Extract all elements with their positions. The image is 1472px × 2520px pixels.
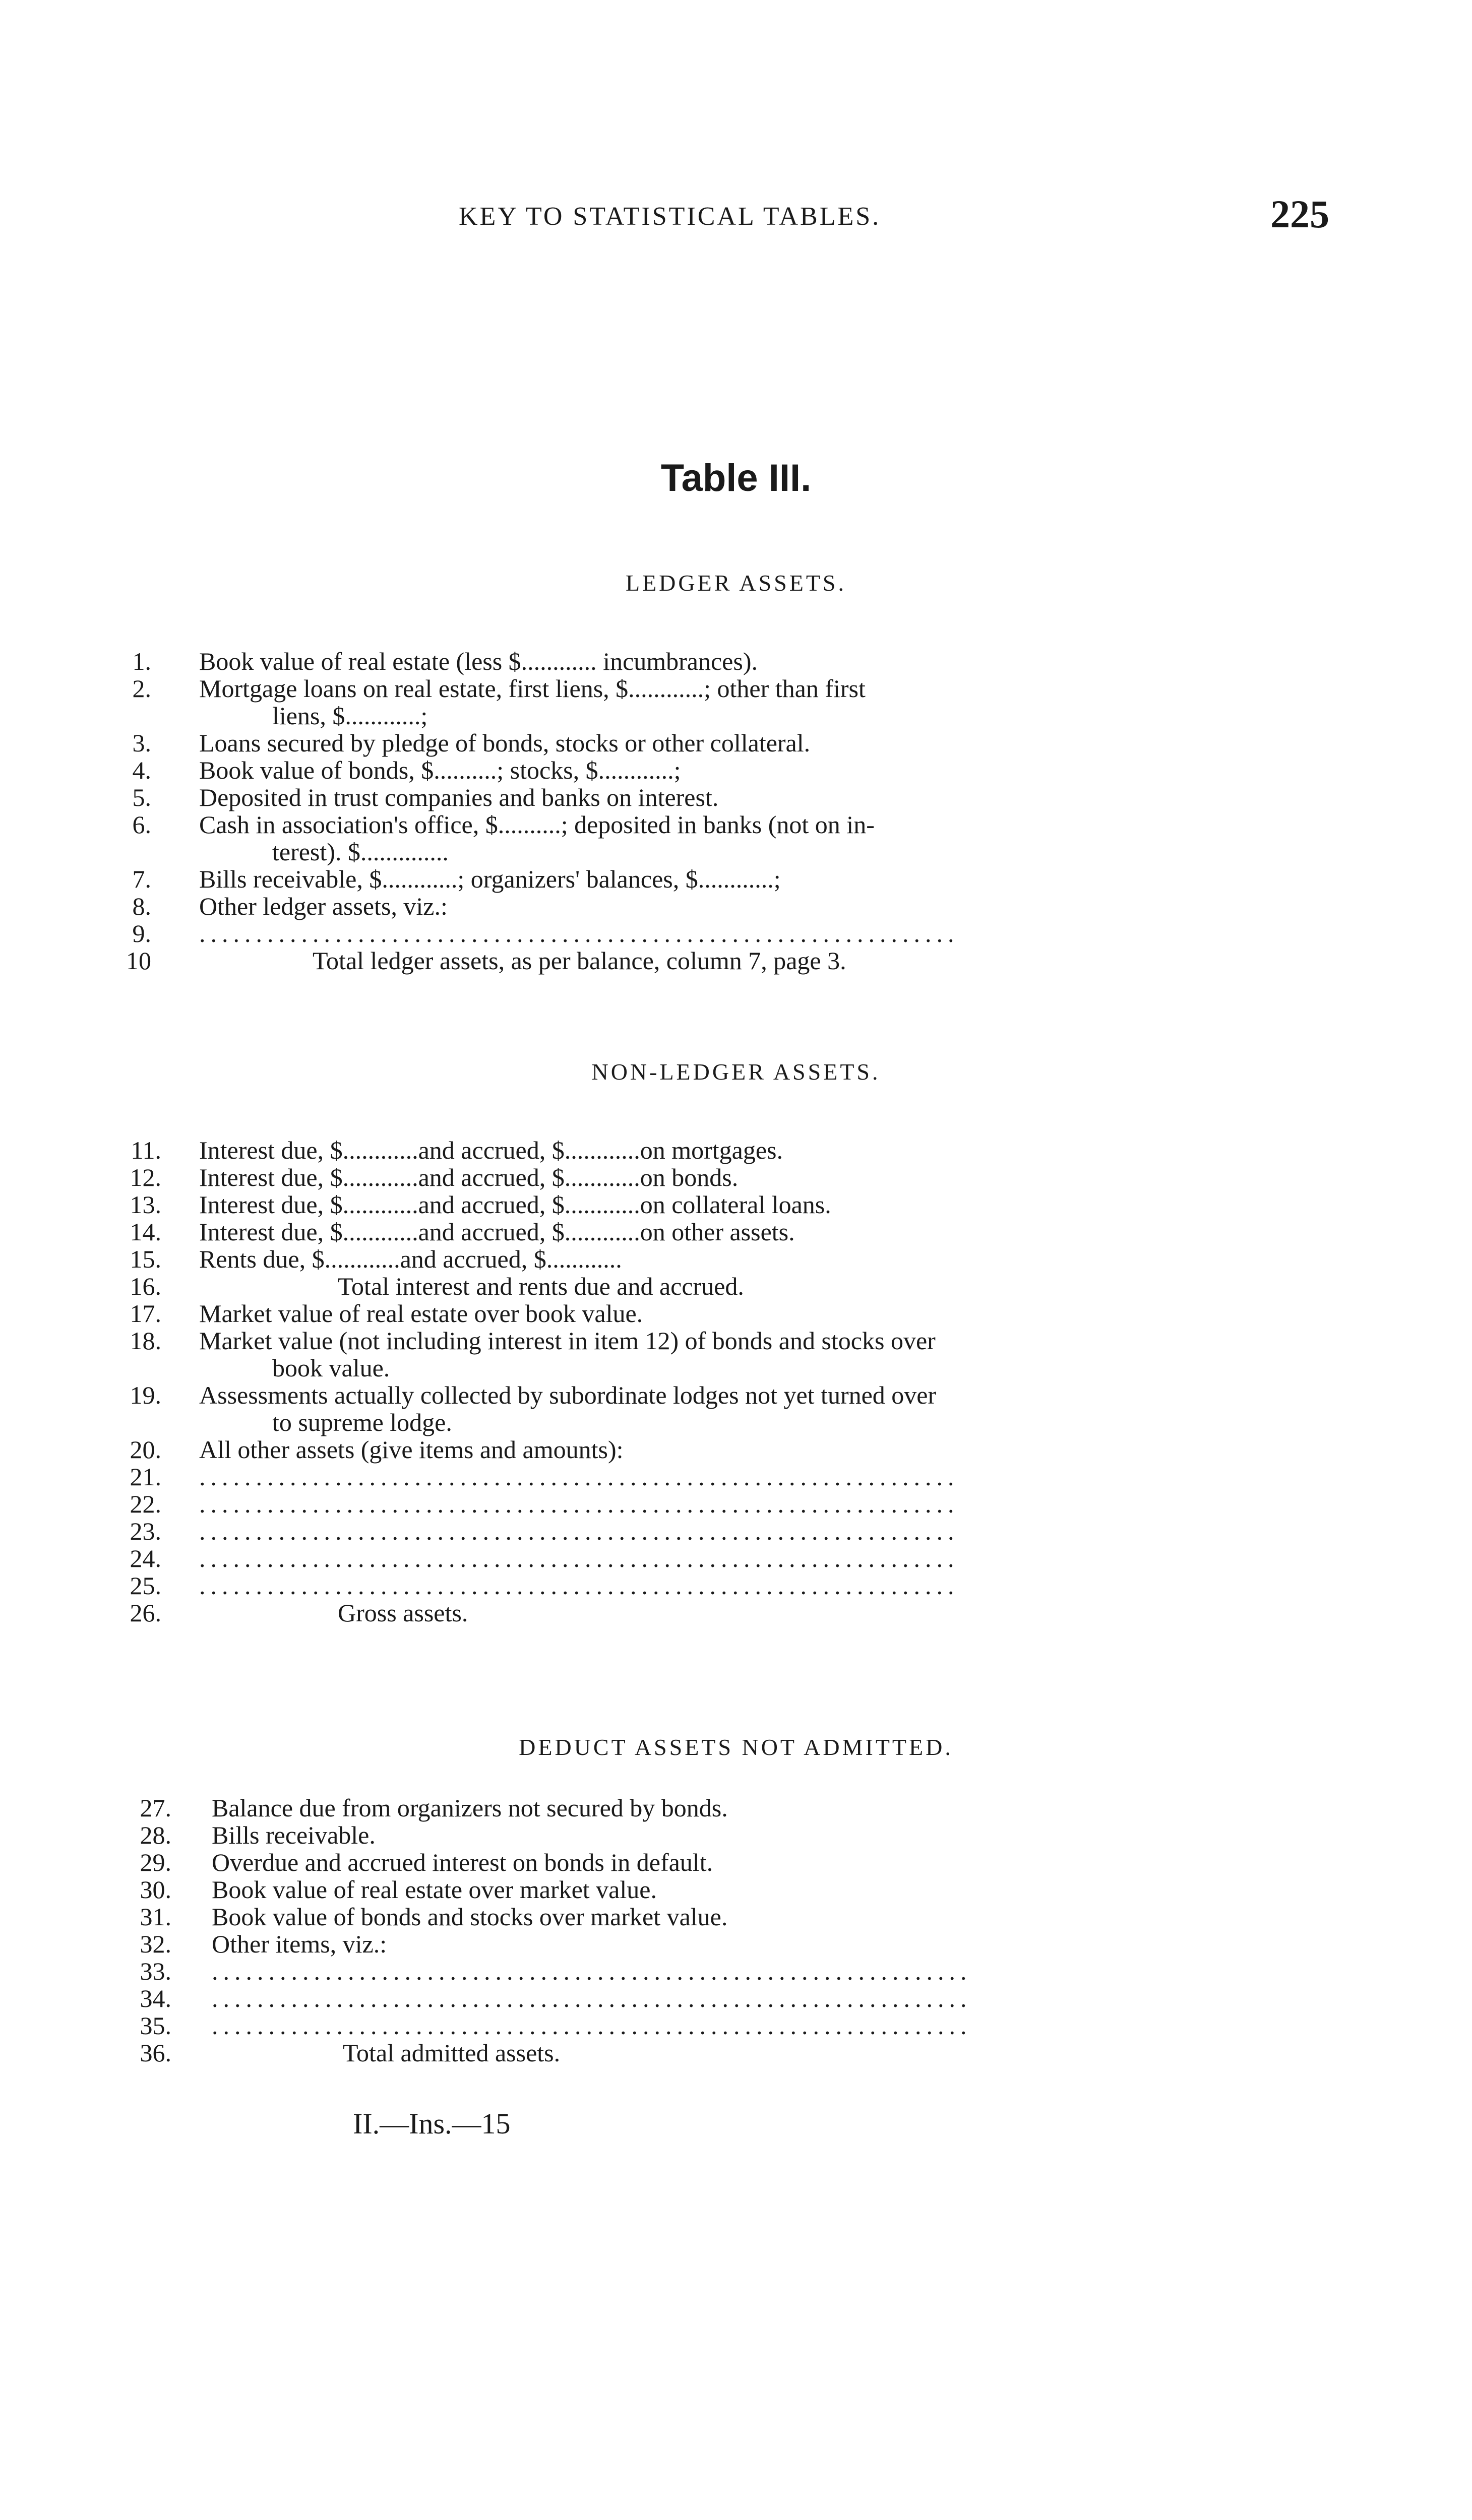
list-item	[0, 1821, 1472, 1849]
item-text: ...................................................................	[199, 1517, 959, 1545]
item-number: 22.	[130, 1490, 161, 1518]
item-number: 6.	[132, 810, 151, 839]
signature-mark: II.—Ins.—15	[353, 2107, 511, 2140]
list-item	[0, 1463, 1472, 1490]
item-text: Bills receivable, $............; organizers' balances, $............;	[199, 865, 781, 893]
ledger-assets-list	[0, 648, 1472, 974]
list-item	[0, 1218, 1472, 1245]
item-number: 15.	[130, 1245, 161, 1273]
item-number: 4.	[132, 756, 151, 784]
list-item	[0, 729, 1472, 757]
list-item	[0, 1518, 1472, 1545]
item-number: 32.	[140, 1930, 171, 1958]
item-number: 24.	[130, 1544, 161, 1572]
item-text: Cash in association's office, $..........; deposited in banks (not on in-	[199, 810, 875, 839]
item-text: Total ledger assets, as per balance, column 7, page 3.	[313, 947, 846, 975]
item-number: 13.	[130, 1190, 161, 1219]
item-number: 11.	[131, 1136, 161, 1164]
item-text: liens, $............;	[272, 702, 428, 730]
item-text: Interest due, $............and accrued, $............on mortgages.	[199, 1136, 783, 1164]
list-item	[0, 1245, 1472, 1273]
page-number: 225	[1270, 192, 1329, 236]
item-text: Market value (not including interest in item 12) of bonds and stocks over	[199, 1327, 936, 1355]
item-text: Other ledger assets, viz.:	[199, 892, 448, 920]
item-number: 30.	[140, 1875, 171, 1904]
list-item	[0, 757, 1472, 784]
item-text: Interest due, $............and accrued, $............on other assets.	[199, 1218, 795, 1246]
item-text: Other items, viz.:	[212, 1930, 387, 1958]
list-item	[0, 1137, 1472, 1164]
item-number: 26.	[130, 1599, 161, 1627]
section-heading-non-ledger-assets: NON-LEDGER ASSETS.	[591, 1059, 881, 1085]
list-item	[0, 1849, 1472, 1876]
item-text: Assessments actually collected by subordinate lodges not yet turned over	[199, 1381, 937, 1409]
item-text: ...................................................................	[199, 1544, 959, 1572]
item-text: Rents due, $............and accrued, $............	[199, 1245, 622, 1273]
item-text: ...................................................................	[212, 1984, 972, 2012]
item-text: Book value of real estate (less $............ incumbrances).	[199, 647, 758, 675]
item-number: 7.	[132, 865, 151, 893]
section-heading-ledger-assets: LEDGER ASSETS.	[625, 570, 847, 596]
item-text: ...................................................................	[199, 919, 959, 948]
list-item	[0, 1794, 1472, 1821]
item-number: 34.	[140, 1984, 171, 2012]
list-item	[0, 893, 1472, 920]
item-number: 33.	[140, 1957, 171, 1985]
item-text: ...................................................................	[199, 1571, 959, 1600]
list-item	[0, 2039, 1472, 2066]
item-number: 17.	[130, 1299, 161, 1328]
list-item	[0, 1191, 1472, 1218]
item-text: Book value of bonds and stocks over market value.	[212, 1903, 728, 1931]
item-text: Interest due, $............and accrued, $............on collateral loans.	[199, 1190, 831, 1219]
item-text: to supreme lodge.	[272, 1408, 452, 1436]
list-item	[0, 811, 1472, 838]
list-item	[0, 1572, 1472, 1599]
item-number: 8.	[132, 892, 151, 920]
list-item	[0, 1164, 1472, 1191]
assets-not-admitted-list	[0, 1794, 1472, 2066]
item-number: 23.	[130, 1517, 161, 1545]
item-text: book value.	[272, 1354, 390, 1382]
list-item	[0, 702, 1472, 729]
running-title: KEY TO STATISTICAL TABLES.	[459, 202, 881, 231]
item-text: Overdue and accrued interest on bonds in default.	[212, 1848, 713, 1876]
item-number: 27.	[140, 1794, 171, 1822]
item-text: Book value of bonds, $..........; stocks, $............;	[199, 756, 681, 784]
list-item	[0, 1490, 1472, 1518]
non-ledger-assets-list	[0, 1137, 1472, 1626]
list-item	[0, 865, 1472, 893]
item-text: Market value of real estate over book value.	[199, 1299, 643, 1328]
item-text: Deposited in trust companies and banks on interest.	[199, 783, 719, 811]
item-text: terest). $..............	[272, 838, 449, 866]
list-item	[0, 947, 1472, 974]
item-text: ...................................................................	[199, 1463, 959, 1491]
item-number: 28.	[140, 1821, 171, 1849]
list-item	[0, 784, 1472, 811]
item-text: Book value of real estate over market value.	[212, 1875, 657, 1904]
list-item	[0, 1327, 1472, 1354]
item-number: 2.	[132, 674, 151, 703]
list-item	[0, 1354, 1472, 1381]
list-item	[0, 1985, 1472, 2012]
item-number: 1.	[132, 647, 151, 675]
list-item	[0, 1381, 1472, 1409]
item-number: 19.	[130, 1381, 161, 1409]
list-item	[0, 1409, 1472, 1436]
item-text: Gross assets.	[338, 1599, 468, 1627]
list-item	[0, 1545, 1472, 1572]
list-item	[0, 1436, 1472, 1463]
item-number: 10	[126, 947, 151, 975]
item-text: Mortgage loans on real estate, first liens, $............; other than first	[199, 674, 866, 703]
list-item	[0, 920, 1472, 947]
item-number: 36.	[140, 2039, 171, 2067]
item-number: 9.	[132, 919, 151, 948]
item-number: 5.	[132, 783, 151, 811]
item-number: 35.	[140, 2011, 171, 2040]
item-text: ...................................................................	[212, 1957, 972, 1985]
list-item	[0, 1903, 1472, 1930]
list-item	[0, 838, 1472, 865]
item-number: 20.	[130, 1435, 161, 1464]
list-item	[0, 1876, 1472, 1903]
item-text: Loans secured by pledge of bonds, stocks or other collateral.	[199, 729, 811, 757]
list-item	[0, 1300, 1472, 1327]
list-item	[0, 1599, 1472, 1626]
item-text: All other assets (give items and amounts):	[199, 1435, 624, 1464]
item-number: 29.	[140, 1848, 171, 1876]
item-text: Total interest and rents due and accrued.	[338, 1272, 744, 1300]
item-number: 18.	[130, 1327, 161, 1355]
item-number: 31.	[140, 1903, 171, 1931]
item-number: 14.	[130, 1218, 161, 1246]
list-item	[0, 2012, 1472, 2039]
list-item	[0, 1273, 1472, 1300]
item-number: 25.	[130, 1571, 161, 1600]
item-number: 12.	[130, 1163, 161, 1191]
item-number: 16.	[130, 1272, 161, 1300]
item-text: Balance due from organizers not secured by bonds.	[212, 1794, 728, 1822]
item-number: 21.	[130, 1463, 161, 1491]
item-text: ...................................................................	[199, 1490, 959, 1518]
item-text: Bills receivable.	[212, 1821, 376, 1849]
list-item	[0, 1958, 1472, 1985]
item-text: ...................................................................	[212, 2011, 972, 2040]
list-item	[0, 1930, 1472, 1958]
item-number: 3.	[132, 729, 151, 757]
item-text: Interest due, $............and accrued, $............on bonds.	[199, 1163, 739, 1191]
list-item	[0, 648, 1472, 675]
list-item	[0, 675, 1472, 702]
section-heading-assets-not-admitted: DEDUCT ASSETS NOT ADMITTED.	[519, 1734, 953, 1760]
table-title: Table III.	[660, 457, 812, 499]
item-text: Total admitted assets.	[343, 2039, 561, 2067]
